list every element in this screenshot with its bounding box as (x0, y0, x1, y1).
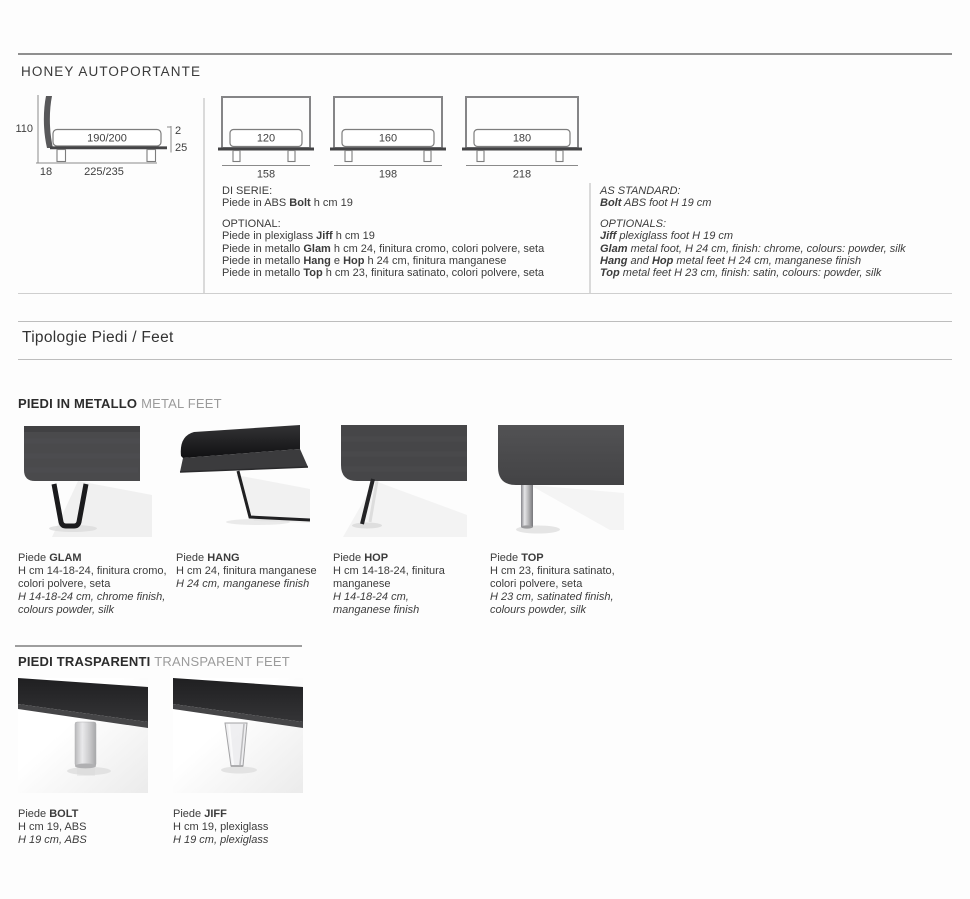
side-foot-inset-label: 18 (39, 166, 53, 178)
photo-foot-hang (176, 423, 310, 537)
divider (15, 645, 302, 647)
side-height-label: 110 (15, 123, 33, 135)
page-title: HONEY AUTOPORTANTE (21, 64, 202, 79)
divider (18, 321, 952, 322)
front-total-label: 198 (378, 168, 398, 181)
side-view-diagram (15, 95, 187, 178)
front-total-label: 158 (256, 168, 276, 181)
section-title: Tipologie Piedi / Feet (22, 329, 174, 346)
caption-foot-bolt: Piede BOLT H cm 19, ABS H 19 cm, ABS (18, 808, 87, 846)
spec-text-italian: DI SERIE: Piede in ABS Bolt h cm 19 OPTIONAL: Piede in plexiglass Jiff h cm 19 Piede in metallo Glam h cm 24, finitura cromo, colori polvere, seta Piede in metallo Hang e Hop h 24 cm, finitura manganese Piede in metallo Top h cm 23, finitura satinato, colori polvere, seta (222, 185, 545, 280)
metal-feet-heading (18, 396, 222, 411)
front-mattress-label: 160 (378, 132, 398, 145)
spec-text-english: AS STANDARD: Bolt ABS foot H 19 cm OPTIONALS: Jiff plexiglass foot H 19 cm Glam metal foot, H 24 cm, finish: chrome, colours: powder, silk Hang and Hop metal feet H 24 cm, manganese finish Top metal feet H 23 cm, finish: satin, colours: powder, silk (600, 185, 906, 280)
transparent-feet-heading-it: PIEDI TRASPARENTI (18, 654, 151, 669)
photo-foot-glam (18, 423, 152, 537)
caption-foot-hang: Piede HANG H cm 24, finitura manganese H 24 cm, manganese finish (176, 552, 317, 590)
transparent-feet-heading (18, 654, 290, 669)
caption-foot-hop: Piede HOP H cm 14-18-24, finitura manganese H 14-18-24 cm, manganese finish (333, 552, 445, 616)
divider (18, 359, 952, 360)
front-mattress-label: 180 (512, 132, 532, 145)
side-frame-label: 2 (175, 125, 182, 137)
front-view-diagram-180 (462, 97, 582, 181)
top-cylinder-leg-shape (521, 485, 533, 527)
side-mattress-label: 190/200 (87, 132, 127, 145)
photo-foot-top (490, 423, 624, 537)
front-view-diagram-160 (330, 97, 446, 181)
metal-feet-heading-it: PIEDI IN METALLO (18, 396, 138, 411)
caption-foot-top: Piede TOP H cm 23, finitura satinato, colori polvere, seta H 23 cm, satinated finish, colours powder, silk (490, 552, 615, 616)
front-view-diagram-120 (218, 97, 314, 181)
photo-foot-bolt (18, 678, 148, 793)
transparent-feet-heading-en: TRANSPARENT FEET (154, 654, 290, 669)
front-mattress-label: 120 (256, 132, 276, 145)
foot-shape (57, 150, 66, 162)
metal-feet-heading-en: METAL FEET (141, 396, 222, 411)
side-total-label: 225/235 (84, 166, 124, 178)
caption-foot-glam: Piede GLAM H cm 14-18-24, finitura cromo, colori polvere, seta H 14-18-24 cm, chrome finish, colours powder, silk (18, 552, 167, 616)
caption-foot-jiff: Piede JIFF H cm 19, plexiglass H 19 cm, plexiglass (173, 808, 269, 846)
foot-shape (147, 150, 156, 162)
photo-foot-jiff (173, 678, 303, 793)
bolt-abs-leg-shape (75, 722, 96, 766)
side-foot-height-label: 25 (175, 142, 188, 154)
headboard-shape (44, 96, 53, 148)
photo-foot-hop (333, 423, 467, 537)
front-total-label: 218 (512, 168, 532, 181)
divider (18, 293, 952, 294)
